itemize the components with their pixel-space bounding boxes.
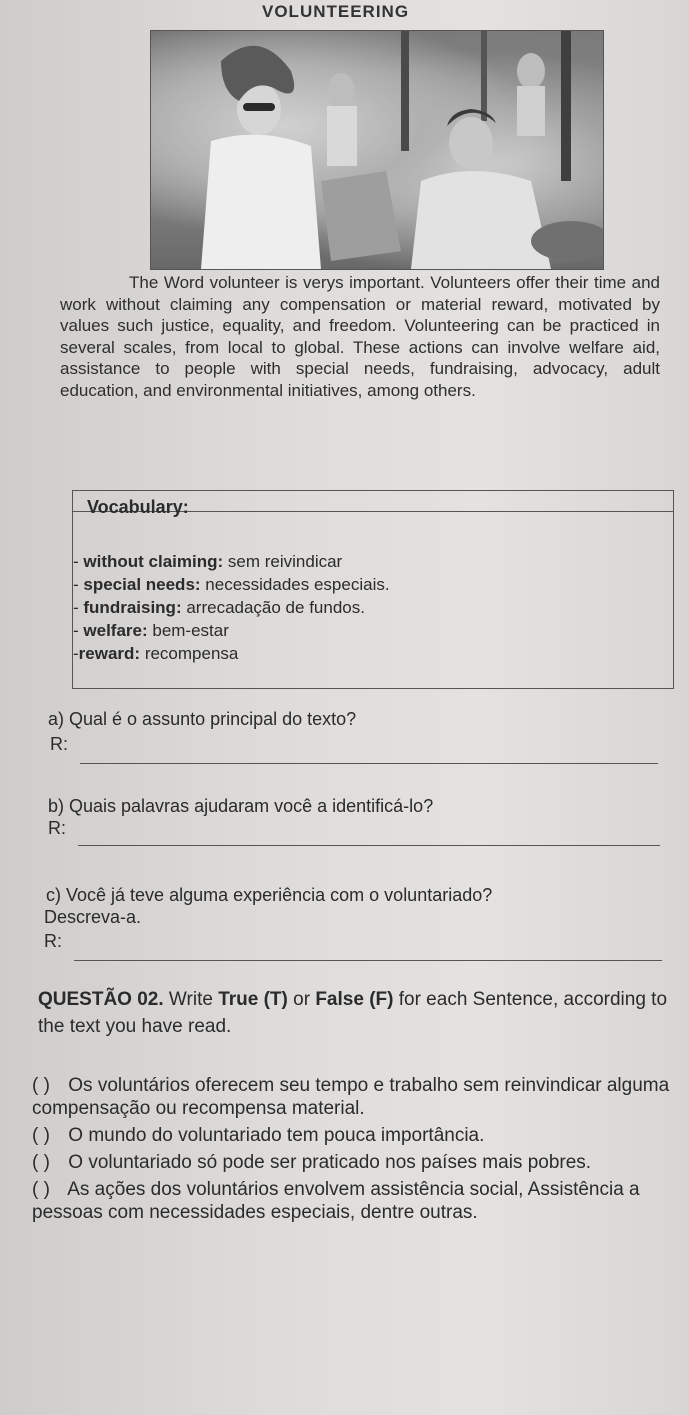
vocabulary-heading: Vocabulary:: [87, 497, 189, 517]
answer-label-c: R:: [44, 931, 62, 951]
vocabulary-item: - without claiming: sem reivindicar: [73, 552, 343, 571]
question-a: a) Qual é o assunto principal do texto?: [48, 709, 357, 729]
statement-item: ( ) O mundo do voluntariado tem pouca importância.: [32, 1125, 485, 1146]
answer-parenthesis[interactable]: ( ): [32, 1152, 50, 1173]
answer-line-c[interactable]: [74, 960, 662, 961]
answer-label-b: R:: [48, 818, 66, 838]
intro-paragraph: The Word volunteer is verys important. Volunteers offer their time and work without claiming any compensation or material reward, motivated by values such justice, equality, and freedom. Volunteering can be practiced in several scales, from local to global. These actions can involve welfare aid, assistance to people with special needs, fundraising, advocacy, adult education, and environmental initiatives, among others.: [60, 273, 660, 400]
question-c: c) Você já teve alguma experiência com o voluntariado?: [46, 885, 493, 905]
volunteers-illustration: [151, 31, 603, 269]
answer-parenthesis[interactable]: ( ): [32, 1125, 50, 1146]
statement-item: ( ) Os voluntários oferecem seu tempo e trabalho sem reinvindicar alguma compensação ou recompensa material.: [32, 1075, 670, 1119]
answer-parenthesis[interactable]: ( ): [32, 1075, 50, 1096]
volunteers-photo: [150, 30, 604, 270]
vocabulary-box: [72, 490, 674, 689]
vocabulary-list: [73, 550, 390, 665]
answer-parenthesis[interactable]: ( ): [32, 1179, 50, 1200]
answer-label-a: R:: [50, 734, 68, 754]
vocabulary-item: - special needs: necessidades especiais.: [73, 575, 390, 594]
page-title: VOLUNTEERING: [262, 2, 410, 21]
vocabulary-item: - welfare: bem-estar: [73, 621, 229, 640]
questao-02-instructions: QUESTÃO 02. Write True (T) or False (F) for each Sentence, according to the text you have read.: [38, 989, 668, 1037]
answer-line-b[interactable]: [78, 845, 660, 846]
questao-02-label: QUESTÃO 02.: [38, 989, 164, 1010]
statement-item: ( ) O voluntariado só pode ser praticado nos países mais pobres.: [32, 1152, 592, 1173]
answer-line-a[interactable]: [80, 763, 658, 764]
vocabulary-item: -reward: recompensa: [73, 644, 239, 663]
true-false-statements: [32, 1074, 687, 1228]
vocabulary-item: - fundraising: arrecadação de fundos.: [73, 598, 365, 617]
statement-item: ( ) As ações dos voluntários envolvem assistência social, Assistência a pessoas com necessidades especiais, dentre outras.: [32, 1179, 640, 1223]
question-c-line2: Descreva-a.: [44, 907, 142, 927]
question-b: b) Quais palavras ajudaram você a identificá-lo?: [48, 796, 434, 816]
